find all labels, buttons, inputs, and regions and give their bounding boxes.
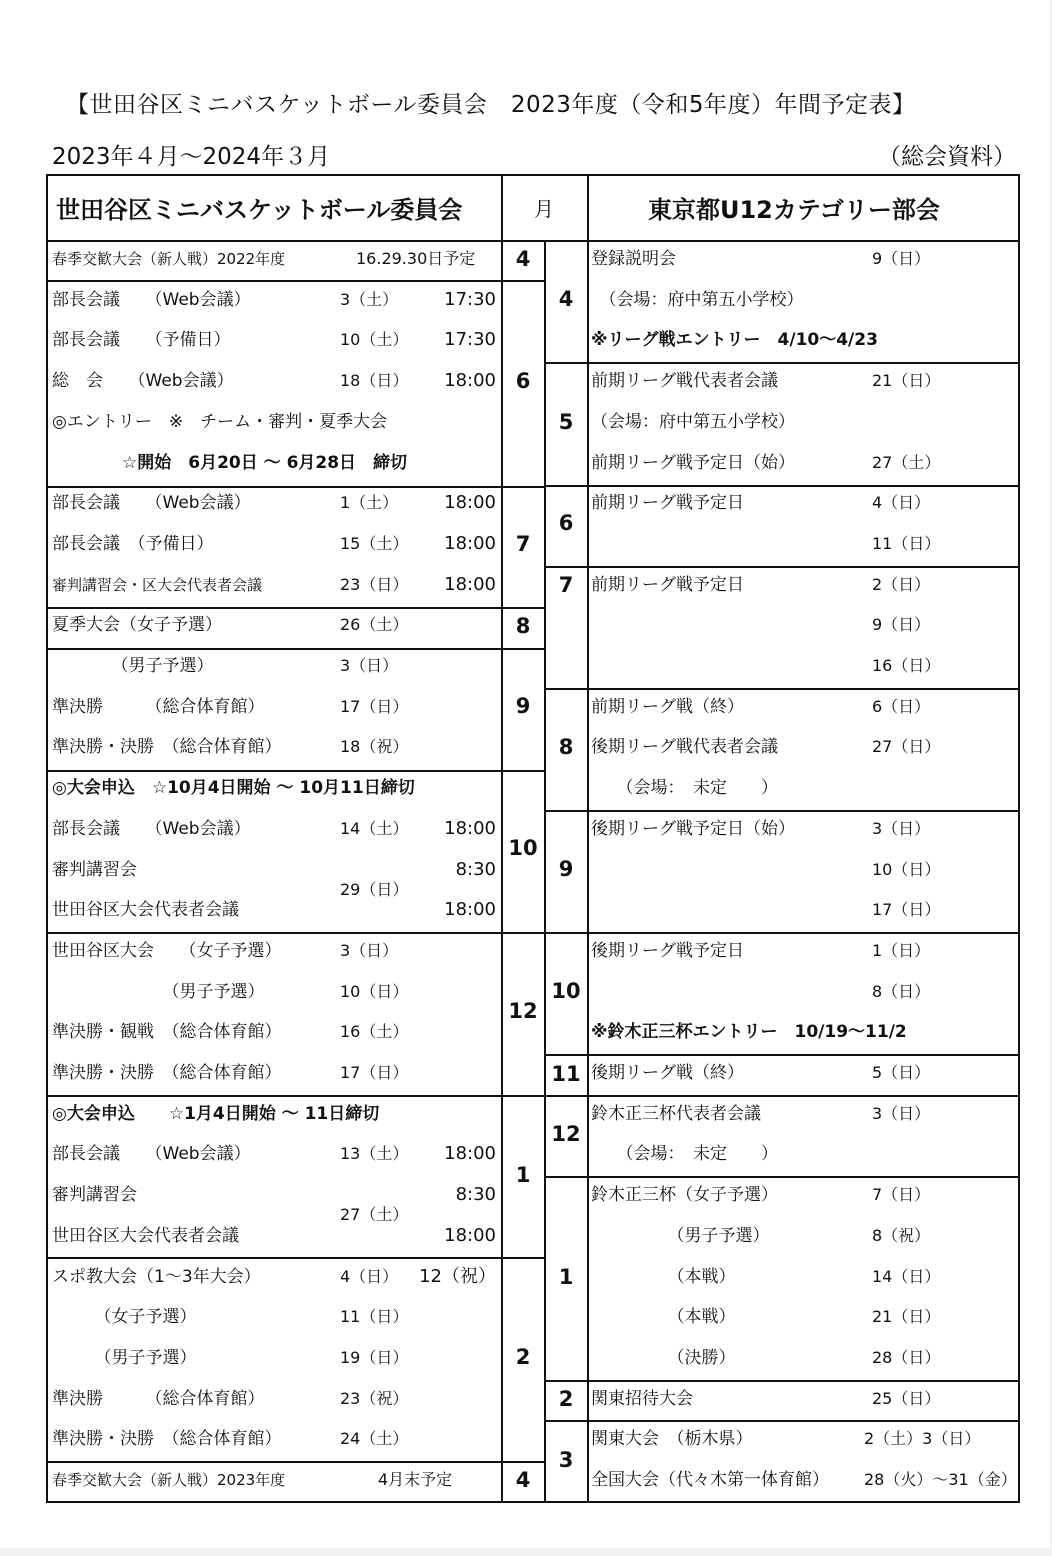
left-entry: 春季交歓大会（新人戦）2023年度 bbox=[52, 1471, 286, 1489]
left-entry: 総 会 （Web会議） bbox=[52, 371, 234, 392]
left-entry: （女子予選） bbox=[52, 1307, 197, 1328]
right-month: 7 bbox=[558, 573, 574, 597]
left-entry: 準決勝・観戦 （総合体育館） bbox=[52, 1022, 282, 1043]
left-time: 17:30 bbox=[444, 288, 496, 310]
left-date: 3（土） bbox=[340, 289, 399, 309]
right-date: 25（日） bbox=[872, 1388, 941, 1408]
table-border bbox=[544, 1095, 1020, 1097]
right-month: 12 bbox=[551, 1122, 581, 1146]
left-entry: 世田谷区大会代表者会議 bbox=[52, 900, 239, 921]
right-date: 8（日） bbox=[872, 981, 931, 1001]
left-entry: 審判講習会 bbox=[52, 859, 137, 880]
table-border bbox=[46, 607, 544, 609]
left-time: 17:30 bbox=[444, 329, 496, 351]
table-border bbox=[544, 810, 1020, 812]
table-border bbox=[46, 932, 544, 934]
right-month: 6 bbox=[558, 511, 574, 535]
left-date: 11（日） bbox=[340, 1307, 409, 1327]
left-entry: 部長会議 （予備日） bbox=[52, 330, 231, 351]
right-entry: 後期リーグ戦代表者会議 bbox=[591, 737, 778, 758]
left-entry: 準決勝・決勝 （総合体育館） bbox=[52, 1063, 282, 1083]
left-month: 10 bbox=[508, 836, 538, 860]
table-border bbox=[587, 174, 589, 1503]
left-date: 16（土） bbox=[340, 1022, 409, 1042]
table-border bbox=[544, 1420, 1020, 1422]
right-date: 17（日） bbox=[872, 900, 941, 920]
right-date: 3（日） bbox=[872, 818, 931, 838]
right-date: 28（火）～31（金） bbox=[864, 1470, 1017, 1489]
right-date: 16（日） bbox=[872, 656, 941, 675]
right-entry: 鈴木正三杯代表者会議 bbox=[591, 1103, 761, 1124]
right-month: 9 bbox=[558, 857, 574, 881]
right-date: 28（日） bbox=[872, 1347, 941, 1367]
table-border bbox=[544, 1380, 1020, 1382]
left-date: 15（土） bbox=[340, 533, 409, 553]
left-date: 23（祝） bbox=[340, 1388, 409, 1408]
left-time: 8:30 bbox=[455, 858, 496, 880]
left-entry: スポ教大会（1～3年大会） bbox=[52, 1266, 261, 1287]
right-date: 27（土） bbox=[872, 452, 941, 472]
left-date: 4（日） bbox=[340, 1266, 399, 1286]
table-border bbox=[46, 648, 544, 650]
right-date: 4（日） bbox=[872, 493, 931, 513]
left-date: 18（日） bbox=[340, 371, 409, 391]
right-date: 21（日） bbox=[872, 371, 941, 391]
left-month: 1 bbox=[515, 1163, 531, 1187]
table-border bbox=[46, 486, 544, 488]
right-entry: （会場：府中第五小学校） bbox=[591, 411, 795, 432]
table-border bbox=[46, 1461, 544, 1463]
left-month: 7 bbox=[515, 532, 531, 556]
right-month: 4 bbox=[558, 287, 574, 311]
right-entry: 前期リーグ戦代表者会議 bbox=[591, 371, 778, 392]
left-date: 1（土） bbox=[340, 493, 399, 513]
left-month: 2 bbox=[515, 1345, 531, 1369]
left-entry: 準決勝・決勝 （総合体育館） bbox=[52, 737, 282, 758]
left-time: 18:00 bbox=[444, 532, 496, 554]
left-date: 17（日） bbox=[340, 696, 409, 716]
left-entry: 春季交歓大会（新人戦）2022年度 bbox=[52, 250, 286, 268]
right-entry: （会場： 未定 ） bbox=[591, 778, 778, 799]
right-date: 7（日） bbox=[872, 1185, 931, 1205]
right-date: 5（日） bbox=[872, 1063, 931, 1082]
right-entry: 関東招待大会 bbox=[591, 1388, 693, 1409]
left-date: 16.29.30日予定 bbox=[356, 249, 476, 268]
left-time: 18:00 bbox=[444, 573, 496, 595]
right-month: 3 bbox=[558, 1448, 574, 1472]
right-entry: （男子予選） bbox=[591, 1225, 770, 1246]
right-date: 8（祝） bbox=[872, 1225, 931, 1245]
left-time: 18:00 bbox=[444, 817, 496, 839]
right-date: 14（日） bbox=[872, 1266, 941, 1286]
table-border bbox=[46, 1257, 544, 1259]
left-time: 18:00 bbox=[444, 370, 496, 392]
left-entry: 部長会議 （Web会議） bbox=[52, 1144, 251, 1165]
table-border bbox=[46, 1095, 544, 1097]
left-entry: （男子予選） bbox=[52, 981, 265, 1002]
table-border bbox=[46, 280, 544, 282]
left-month: 4 bbox=[515, 247, 531, 271]
table-border bbox=[46, 770, 544, 772]
table-border bbox=[46, 174, 1020, 176]
table-border bbox=[544, 1176, 1020, 1178]
left-date: 3（日） bbox=[340, 940, 399, 960]
right-entry: ※リーグ戦エントリー 4/10～4/23 bbox=[591, 330, 878, 351]
left-time: 12（祝） bbox=[419, 1265, 496, 1287]
right-entry: ※鈴木正三杯エントリー 10/19～11/2 bbox=[591, 1022, 907, 1043]
left-entry: ◎大会申込 ☆10月4日開始 ～ 10月11日締切 bbox=[52, 778, 415, 799]
right-entry: （決勝） bbox=[591, 1347, 736, 1368]
right-entry: 後期リーグ戦予定日 bbox=[591, 940, 744, 961]
left-entry: 世田谷区大会代表者会議 bbox=[52, 1225, 239, 1246]
left-date: 3（日） bbox=[340, 656, 399, 675]
left-entry: 部長会議 （Web会議） bbox=[52, 289, 251, 310]
left-entry: ◎大会申込 ☆1月4日開始 ～ 11日締切 bbox=[52, 1103, 380, 1124]
right-entry: 登録説明会 bbox=[591, 249, 676, 269]
left-month: 6 bbox=[515, 369, 531, 393]
right-date: 2（土）3（日） bbox=[864, 1429, 981, 1449]
table-border bbox=[544, 932, 1020, 934]
right-date: 9（日） bbox=[872, 615, 931, 635]
left-entry: 準決勝 （総合体育館） bbox=[52, 1388, 265, 1409]
left-date: 13（土） bbox=[340, 1144, 409, 1164]
left-entry: ☆開始 6月20日 ～ 6月28日 締切 bbox=[122, 452, 408, 473]
left-date: 19（日） bbox=[340, 1347, 409, 1367]
table-border bbox=[46, 174, 48, 1503]
left-time: 18:00 bbox=[444, 1224, 496, 1246]
document-title: 【世田谷区ミニバスケットボール委員会 2023年度（令和5年度）年間予定表】 bbox=[66, 92, 916, 118]
left-time: 18:00 bbox=[444, 899, 496, 921]
left-date: 18（祝） bbox=[340, 737, 409, 757]
left-date: 4月末予定 bbox=[378, 1470, 453, 1489]
right-month: 8 bbox=[558, 735, 574, 759]
left-date: 10（日） bbox=[340, 981, 409, 1001]
left-time: 18:00 bbox=[444, 492, 496, 514]
left-entry: （男子予選） bbox=[52, 656, 214, 676]
left-date: 29（日） bbox=[340, 879, 409, 899]
left-date: 27（土） bbox=[340, 1205, 409, 1225]
right-entry: （本戦） bbox=[591, 1307, 736, 1328]
table-border bbox=[1018, 174, 1020, 1503]
left-entry: 夏季大会（女子予選） bbox=[52, 615, 222, 636]
right-month: 5 bbox=[558, 410, 574, 434]
table-border bbox=[544, 1054, 1020, 1056]
left-time: 18:00 bbox=[444, 1143, 496, 1165]
left-entry: 審判講習会 bbox=[52, 1185, 137, 1206]
right-entry: （会場： 未定 ） bbox=[591, 1144, 778, 1165]
table-border bbox=[46, 1501, 1020, 1503]
month-header: 月 bbox=[534, 197, 554, 221]
note-label: （総会資料） bbox=[878, 144, 1016, 170]
left-month: 8 bbox=[515, 614, 531, 638]
right-date: 11（日） bbox=[872, 533, 941, 553]
left-date: 24（土） bbox=[340, 1429, 409, 1449]
right-date: 1（日） bbox=[872, 940, 931, 960]
right-month: 2 bbox=[558, 1387, 574, 1411]
left-entry: （男子予選） bbox=[52, 1347, 197, 1368]
left-entry: 世田谷区大会 （女子予選） bbox=[52, 940, 282, 961]
right-month: 1 bbox=[558, 1265, 574, 1289]
right-entry: （本戦） bbox=[591, 1266, 736, 1287]
right-date: 27（日） bbox=[872, 737, 941, 757]
left-entry: 準決勝 （総合体育館） bbox=[52, 696, 265, 717]
left-date: 23（日） bbox=[340, 574, 409, 594]
right-entry: 前期リーグ戦予定日（始） bbox=[591, 452, 795, 473]
left-date: 14（土） bbox=[340, 818, 409, 838]
left-month: 4 bbox=[515, 1468, 531, 1492]
right-month: 11 bbox=[551, 1062, 581, 1086]
right-date: 9（日） bbox=[872, 249, 931, 268]
left-time: 8:30 bbox=[455, 1184, 496, 1206]
left-entry: 部長会議 （予備日） bbox=[52, 533, 214, 554]
right-entry: 関東大会 （栃木県） bbox=[591, 1429, 753, 1450]
right-header: 東京都U12カテゴリー部会 bbox=[648, 196, 940, 224]
left-date: 17（日） bbox=[340, 1063, 409, 1082]
right-entry: 後期リーグ戦予定日（始） bbox=[591, 818, 795, 839]
right-date: 10（日） bbox=[872, 859, 941, 879]
right-month: 10 bbox=[551, 979, 581, 1003]
left-entry: ◎エントリー ※ チーム・審判・夏季大会 bbox=[52, 411, 388, 432]
left-month: 9 bbox=[515, 694, 531, 718]
right-date: 21（日） bbox=[872, 1307, 941, 1327]
left-entry: 準決勝・決勝 （総合体育館） bbox=[52, 1429, 282, 1450]
right-entry: 全国大会（代々木第一体育館） bbox=[591, 1470, 829, 1490]
left-entry: 審判講習会・区大会代表者会議 bbox=[52, 575, 263, 594]
left-date: 26（土） bbox=[340, 615, 409, 635]
left-month: 12 bbox=[508, 999, 538, 1023]
right-entry: 前期リーグ戦（終） bbox=[591, 696, 744, 717]
right-entry: （会場：府中第五小学校） bbox=[591, 289, 804, 310]
table-border bbox=[544, 566, 1020, 568]
table-border bbox=[544, 688, 1020, 690]
left-date: 10（土） bbox=[340, 330, 409, 350]
right-entry: 後期リーグ戦（終） bbox=[591, 1063, 744, 1083]
table-border bbox=[544, 362, 1020, 364]
left-header: 世田谷区ミニバスケットボール委員会 bbox=[56, 196, 463, 224]
right-date: 2（日） bbox=[872, 574, 931, 594]
left-entry: 部長会議 （Web会議） bbox=[52, 493, 251, 514]
right-date: 6（日） bbox=[872, 696, 931, 716]
table-border bbox=[544, 485, 1020, 487]
right-entry: 前期リーグ戦予定日 bbox=[591, 493, 744, 514]
right-entry: 前期リーグ戦予定日 bbox=[591, 574, 744, 595]
period-label: 2023年４月～2024年３月 bbox=[52, 144, 331, 170]
left-entry: 部長会議 （Web会議） bbox=[52, 818, 251, 839]
right-entry: 鈴木正三杯（女子予選） bbox=[591, 1185, 778, 1206]
table-border bbox=[501, 240, 544, 242]
right-date: 3（日） bbox=[872, 1103, 931, 1123]
